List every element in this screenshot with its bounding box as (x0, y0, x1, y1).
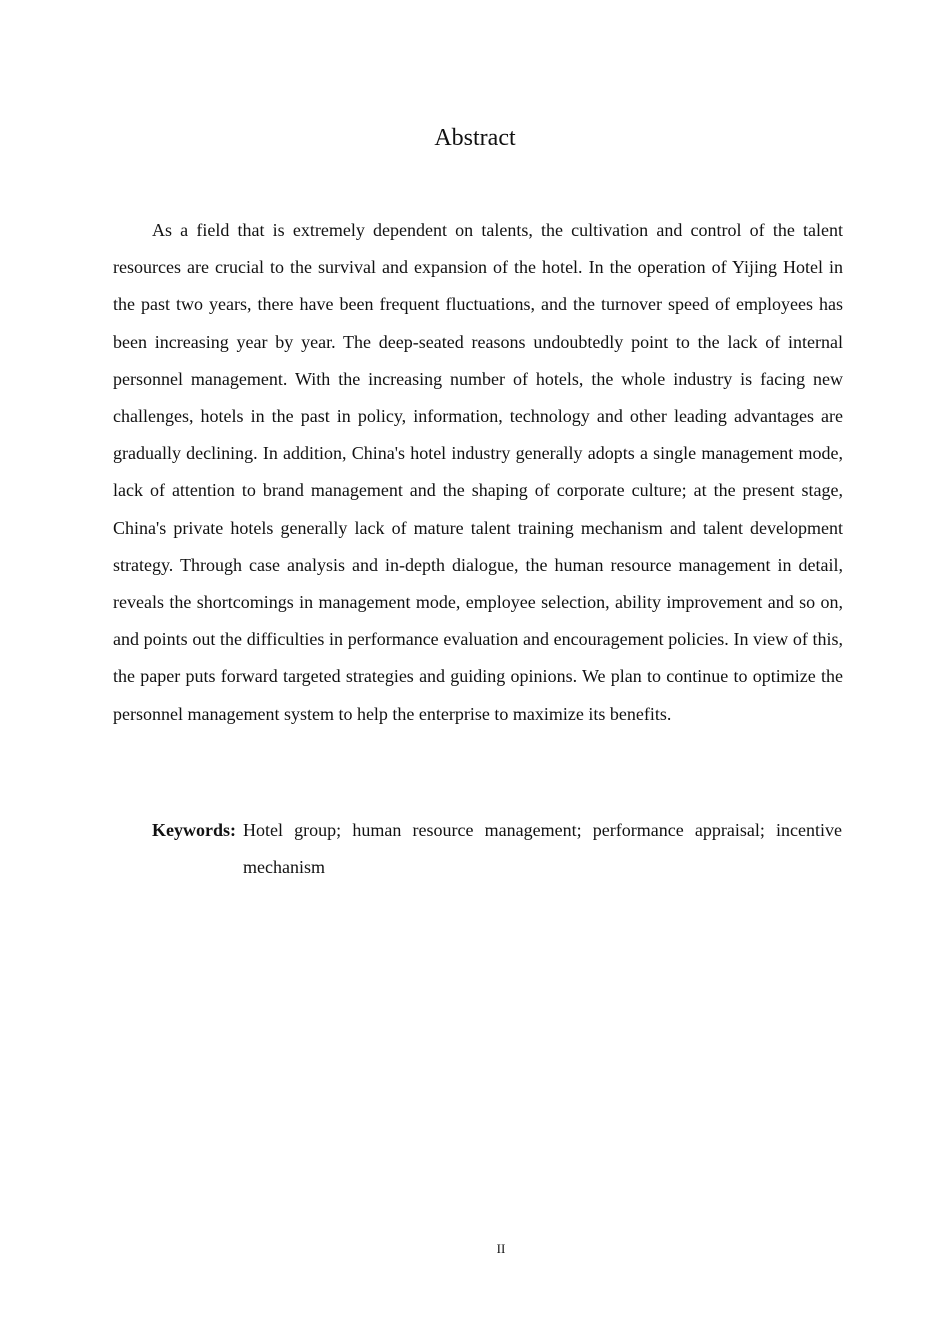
abstract-paragraph: As a field that is extremely dependent on talents, the cultivation and control of the talent resources are crucial to the survival and expansion of the hotel. In the operation of Yijing Hotel in the past two years, there have been frequent fluctuations, and the turnover speed of employees has been increasing year by year. The deep-seated reasons undoubtedly point to the lack of internal personnel management. With the increasing number of hotels, the whole industry is facing new challenges, hotels in the past in policy, information, technology and other leading advantages are gradually declining. In addition, China's hotel industry generally adopts a single management mode, lack of attention to brand management and the shaping of corporate culture; at the present stage, China's private hotels generally lack of mature talent training mechanism and talent development strategy. Through case analysis and in-depth dialogue, the human resource management in detail, reveals the shortcomings in management mode, employee selection, ability improvement and so on, and points out the difficulties in performance evaluation and encouragement policies. In view of this, the paper puts forward targeted strategies and guiding opinions. We plan to continue to optimize the personnel management system to help the enterprise to maximize its benefits. (113, 220, 843, 724)
keywords-list: Hotel group; human resource management; performance appraisal; incentive mechanism (243, 820, 842, 877)
page-number: II (496, 1241, 506, 1256)
keywords-label: Keywords: (152, 820, 236, 840)
keywords-section (152, 812, 842, 886)
page-title: Abstract (434, 125, 516, 151)
